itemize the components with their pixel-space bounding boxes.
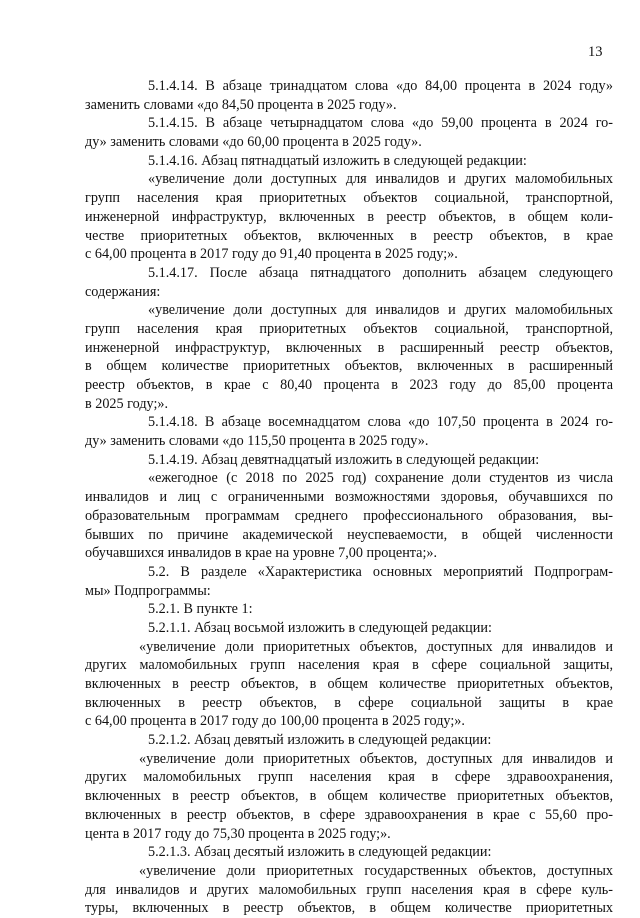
text-line: 5.2.1.1. Абзац восьмой изложить в следующей редакции: <box>148 619 492 636</box>
text-line: «увеличение доли доступных для инвалидов и других маломобильных <box>148 302 613 319</box>
text-line: 5.1.4.18. В абзаце восемнадцатом слова «до 107,50 процента в 2024 го- <box>148 414 613 431</box>
text-line: с 64,00 процента в 2017 году до 91,40 процента в 2025 году;». <box>85 246 458 263</box>
text-line: 5.1.4.16. Абзац пятнадцатый изложить в следующей редакции: <box>148 152 527 169</box>
text-line: ду» заменить словами «до 60,00 процента в 2025 году». <box>85 134 422 151</box>
text-line: туры, включенных в реестр объектов, в общем количестве приоритетных <box>85 900 613 917</box>
text-line: заменить словами «до 84,50 процента в 2025 году». <box>85 96 397 113</box>
document-body <box>85 77 613 918</box>
text-line: «увеличение доли приоритетных объектов, доступных для инвалидов и <box>139 638 613 655</box>
text-line: в 2025 году;». <box>85 395 169 412</box>
text-line: 5.2. В разделе «Характеристика основных мероприятий Подпрограм- <box>148 563 613 580</box>
text-line: 5.2.1. В пункте 1: <box>148 601 253 618</box>
text-line: честве приоритетных объектов, включенных в реестр объектов, в крае <box>85 227 613 244</box>
text-line: других маломобильных групп населения края в сфере здравоохранения, <box>85 769 613 786</box>
text-line: с 64,00 процента в 2017 году до 100,00 процента в 2025 году;». <box>85 713 465 730</box>
text-line: образовательным программам среднего профессионального образования, вы- <box>85 507 613 524</box>
text-line: цента в 2017 году до 75,30 процента в 2025 году;». <box>85 825 391 842</box>
text-line: для инвалидов и других маломобильных групп населения края в сфере куль- <box>85 881 613 898</box>
text-line: 5.1.4.19. Абзац девятнадцатый изложить в следующей редакции: <box>148 451 540 468</box>
text-line: «ежегодное (с 2018 по 2025 год) сохранение доли студентов из числа <box>148 470 613 487</box>
text-line: «увеличение доли приоритетных объектов, доступных для инвалидов и <box>139 750 613 767</box>
text-line: инвалидов и лиц с ограниченными возможностями здоровья, обучавшихся по <box>85 489 613 506</box>
text-line: других маломобильных групп населения края в сфере социальной защиты, <box>85 657 613 674</box>
text-line: групп населения края приоритетных объектов социальной, транспортной, <box>85 190 613 207</box>
text-line: включенных в реестр объектов, в сфере социальной защиты в крае <box>85 694 613 711</box>
text-line: включенных в реестр объектов, в общем количестве приоритетных объектов, <box>85 676 613 692</box>
text-line: включенных в реестр объектов, в сфере здравоохранения в крае с 55,60 про- <box>85 806 613 823</box>
text-line: 5.1.4.17. После абзаца пятнадцатого дополнить абзацем следующего <box>148 264 613 281</box>
text-line: реестр объектов, в крае с 80,40 процента в 2023 году до 85,00 процента <box>85 377 613 393</box>
text-line: групп населения края приоритетных объектов социальной, транспортной, <box>85 320 613 337</box>
text-line: «увеличение доли приоритетных государственных объектов, доступных <box>139 862 613 879</box>
text-line: 5.2.1.3. Абзац десятый изложить в следующей редакции: <box>148 844 492 861</box>
text-line: содержания: <box>85 283 161 300</box>
text-line: 5.1.4.14. В абзаце тринадцатом слова «до 84,00 процента в 2024 году» <box>148 78 613 94</box>
text-line: ду» заменить словами «до 115,50 процента в 2025 году». <box>85 433 429 450</box>
text-line: мы» Подпрограммы: <box>85 582 211 599</box>
text-line: бывших по причине академической неуспеваемости, в общей численности <box>85 526 613 543</box>
text-line: включенных в реестр объектов, в общем количестве приоритетных объектов, <box>85 788 613 805</box>
text-line: 5.2.1.2. Абзац девятый изложить в следующей редакции: <box>148 732 492 749</box>
text-line: обучавшихся инвалидов в крае на уровне 7,00 процента;». <box>85 545 438 562</box>
text-line: инженерной инфраструктур, включенных в реестр объектов, в общем коли- <box>85 208 613 225</box>
text-line: в общем количестве приоритетных объектов, включенных в расширенный <box>85 358 613 375</box>
page-number: 13 <box>588 44 603 60</box>
text-line: 5.1.4.15. В абзаце четырнадцатом слова «до 59,00 процента в 2024 го- <box>148 115 613 132</box>
text-line: инженерной инфраструктур, включенных в расширенный реестр объектов, <box>85 339 613 356</box>
text-line: «увеличение доли доступных для инвалидов и других маломобильных <box>148 171 613 188</box>
